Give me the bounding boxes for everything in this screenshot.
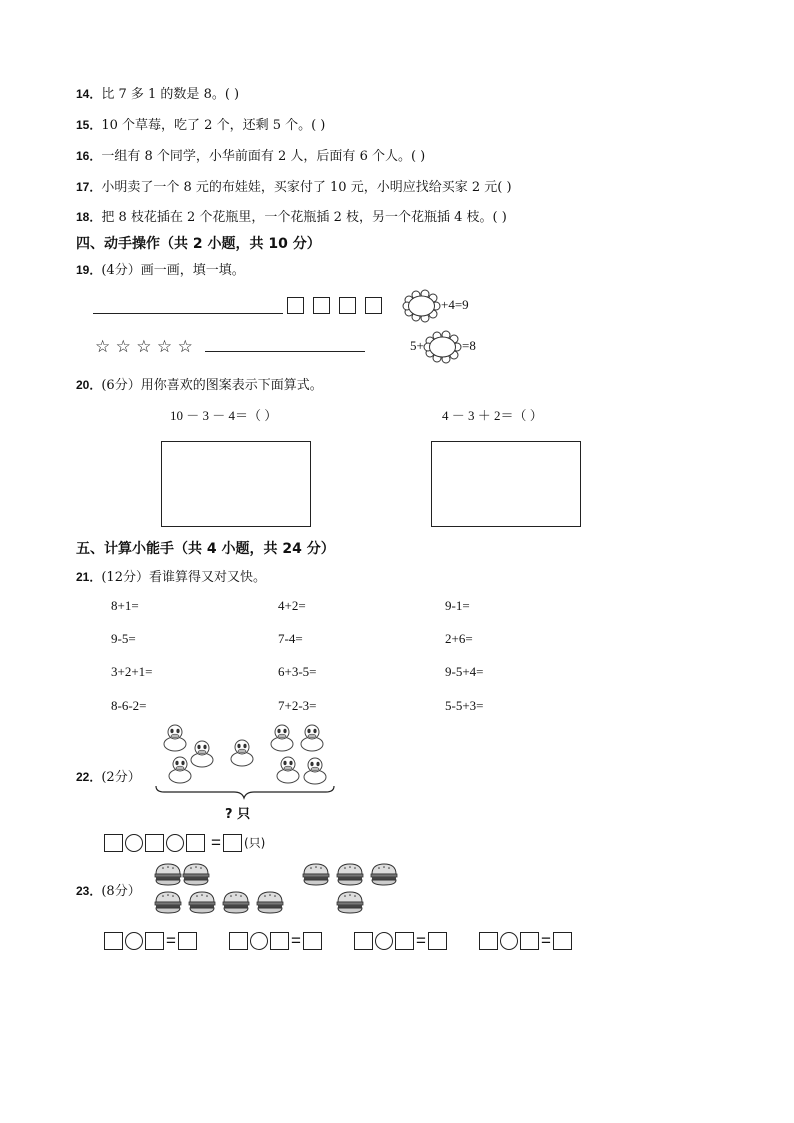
burger-icon [189, 892, 215, 913]
operator-circle[interactable] [500, 932, 518, 950]
calc-item: 3+2+1= [111, 664, 153, 679]
answer-box[interactable] [303, 932, 322, 950]
question-text: (6分）用你喜欢的图案表示下面算式。 [101, 378, 323, 393]
question-text: 把 8 枝花插在 2 个花瓶里，一个花瓶插 2 枝，另一个花瓶插 4 枝。( ) [101, 210, 507, 225]
flower-blank-icon[interactable] [404, 291, 440, 321]
operator-circle[interactable] [125, 834, 143, 852]
question-17 [76, 176, 512, 195]
brace-label: ? 只 [225, 807, 251, 822]
question-19 [76, 259, 245, 278]
duck-icon [191, 741, 213, 767]
answer-box[interactable] [186, 834, 205, 852]
question-text: 一组有 8 个同学，小华前面有 2 人，后面有 6 个人。( ) [101, 149, 426, 164]
square-icon [339, 297, 356, 314]
question-14 [76, 83, 239, 102]
question-number: 22． [76, 770, 102, 784]
question-text: (12分）看谁算得又对又快。 [101, 570, 266, 585]
answer-box[interactable] [178, 932, 197, 950]
section-title: 五、计算小能手（共 4 小题，共 24 分） [76, 541, 335, 557]
calc-item: 7+2-3= [278, 698, 317, 713]
expression-2: 4 － 3 ＋ 2＝（ ） [442, 408, 543, 423]
duck-icon [271, 725, 293, 751]
answer-box[interactable] [354, 932, 373, 950]
question-text: 10 个草莓，吃了 2 个，还剩 5 个。( ) [101, 118, 326, 133]
burger-icon [257, 892, 283, 913]
calc-item: 4+2= [278, 598, 306, 613]
burger-icon [183, 864, 209, 885]
question-15 [76, 114, 325, 133]
duck-icon [164, 725, 186, 751]
answer-box[interactable] [479, 932, 498, 950]
calc-item: 8+1= [111, 598, 139, 613]
square-icon [287, 297, 304, 314]
question-22 [76, 766, 141, 785]
duck-icon [169, 757, 191, 783]
flower-equation-2-left: 5+ [410, 338, 424, 353]
operator-circle[interactable] [375, 932, 393, 950]
burger-icon [303, 864, 329, 885]
question-number: 20． [76, 378, 102, 392]
question-20 [76, 374, 323, 393]
question-number: 16． [76, 149, 102, 163]
calc-item: 9-5= [111, 631, 136, 646]
answer-equation-group-2: = [229, 930, 324, 951]
operator-circle[interactable] [125, 932, 143, 950]
duck-icon [277, 757, 299, 783]
question-number: 14． [76, 87, 102, 101]
drawing-box-2[interactable] [431, 441, 581, 527]
question-number: 23． [76, 884, 102, 898]
answer-box[interactable] [145, 834, 164, 852]
answer-box[interactable] [428, 932, 447, 950]
question-text: (4分）画一画，填一填。 [101, 263, 245, 278]
calc-item: 8-6-2= [111, 698, 147, 713]
section-title: 四、动手操作（共 2 小题，共 10 分） [76, 236, 321, 252]
stars-row: ☆ ☆ ☆ ☆ ☆ [95, 337, 193, 357]
calc-item: 2+6= [445, 631, 473, 646]
burger-icon [371, 864, 397, 885]
question-number: 17． [76, 180, 102, 194]
answer-box[interactable] [223, 834, 242, 852]
burger-icon [223, 892, 249, 913]
question-text: 小明卖了一个 8 元的布娃娃，买家付了 10 元，小明应找给买家 2 元( ) [101, 180, 512, 195]
answer-line[interactable] [205, 351, 365, 352]
question-number: 15． [76, 118, 102, 132]
burgers-illustration [150, 858, 410, 920]
calc-item: 6+3-5= [278, 664, 317, 679]
calc-item: 9-5+4= [445, 664, 484, 679]
question-number: 18． [76, 210, 102, 224]
answer-box[interactable] [104, 932, 123, 950]
burger-icon [337, 864, 363, 885]
brace-icon [156, 786, 334, 798]
answer-box[interactable] [395, 932, 414, 950]
answer-equation-row: = (只) [104, 832, 265, 853]
burger-icon [337, 892, 363, 913]
duck-icon [231, 740, 253, 766]
answer-box[interactable] [270, 932, 289, 950]
answer-box[interactable] [553, 932, 572, 950]
question-text: (8分） [101, 884, 141, 899]
flower-equation-1: +4=9 [441, 297, 469, 312]
operator-circle[interactable] [166, 834, 184, 852]
answer-equation-group-4: = [479, 930, 574, 951]
answer-box[interactable] [145, 932, 164, 950]
burger-icon [155, 892, 181, 913]
question-number: 19． [76, 263, 102, 277]
square-icon [365, 297, 382, 314]
question-16 [76, 145, 425, 164]
calc-item: 7-4= [278, 631, 303, 646]
answer-equation-group-1: = [104, 930, 199, 951]
drawing-box-1[interactable] [161, 441, 311, 527]
duck-icon [304, 758, 326, 784]
question-text: (2分） [101, 770, 141, 785]
operator-circle[interactable] [250, 932, 268, 950]
duck-icon [301, 725, 323, 751]
answer-box[interactable] [520, 932, 539, 950]
answer-equation-group-3: = [354, 930, 449, 951]
question-21 [76, 566, 266, 585]
answer-box[interactable] [104, 834, 123, 852]
answer-line[interactable] [93, 313, 283, 314]
expression-1: 10 － 3 － 4＝（ ） [170, 408, 278, 423]
question-23 [76, 880, 141, 899]
flower-blank-icon[interactable] [425, 332, 461, 362]
unit-label: (只) [243, 836, 266, 850]
burger-icon [155, 864, 181, 885]
question-number: 21． [76, 570, 102, 584]
square-icon [313, 297, 330, 314]
flower-equation-2-right: =8 [462, 338, 476, 353]
question-18 [76, 206, 507, 225]
square-group [287, 295, 382, 314]
calc-item: 9-1= [445, 598, 470, 613]
answer-box[interactable] [229, 932, 248, 950]
question-text: 比 7 多 1 的数是 8。( ) [101, 87, 240, 102]
calc-item: 5-5+3= [445, 698, 484, 713]
